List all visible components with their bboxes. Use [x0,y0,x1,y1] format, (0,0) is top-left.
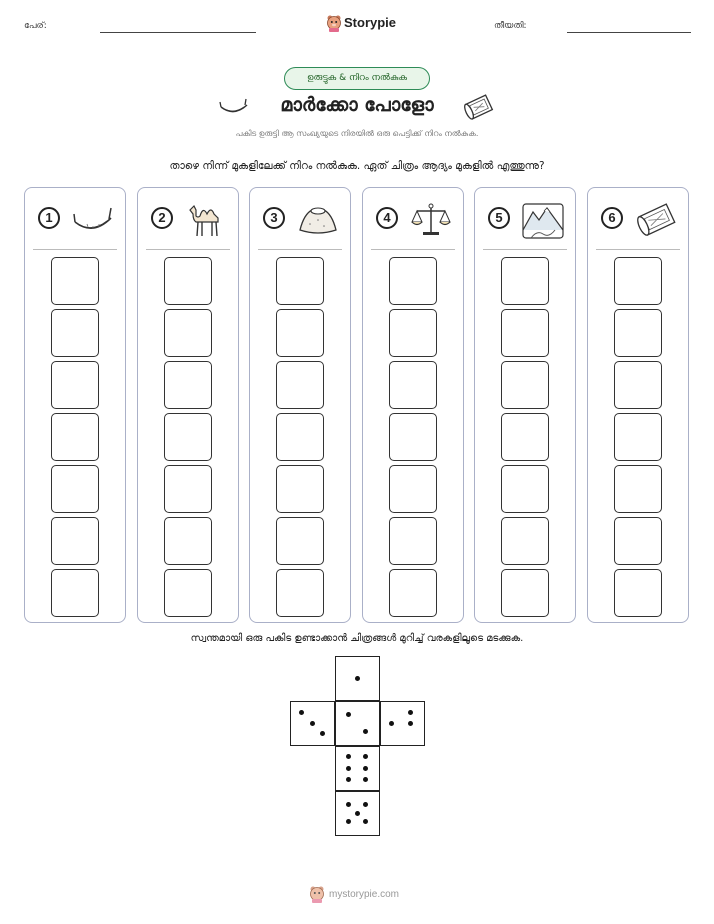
dice-pip [363,729,368,734]
color-box[interactable] [164,465,212,513]
color-box[interactable] [614,361,662,409]
dice-pip [363,754,368,759]
activity-badge: ഉരുട്ടുക & നിറം നൽകുക [284,67,430,90]
column-header [483,188,567,250]
dice-pip [389,721,394,726]
color-box[interactable] [51,257,99,305]
color-box[interactable] [276,361,324,409]
color-box[interactable] [276,465,324,513]
column-header [596,188,680,250]
column-number: 6 [601,207,623,229]
brand-logo [326,13,397,33]
color-box[interactable] [164,517,212,565]
name-line[interactable] [100,32,256,33]
column-header [371,188,455,250]
column-6 [587,187,689,623]
color-box[interactable] [614,517,662,565]
color-box[interactable] [501,361,549,409]
dice-pip [299,710,304,715]
date-label: തീയതി: [494,21,527,31]
column-header [146,188,230,250]
mountains-icon [521,200,565,240]
color-box[interactable] [276,517,324,565]
dice-face-3 [290,701,335,746]
gondola-icon [218,95,250,119]
column-header [33,188,117,250]
color-box[interactable] [51,413,99,461]
dice-pip [320,731,325,736]
color-box[interactable] [389,413,437,461]
color-box[interactable] [614,465,662,513]
dice-pip [408,721,413,726]
camel-icon [184,200,228,240]
name-label: പേര്: [24,21,47,31]
dice-pip [363,766,368,771]
color-box[interactable] [164,569,212,617]
color-box[interactable] [614,569,662,617]
color-box[interactable] [501,465,549,513]
column-number: 3 [263,207,285,229]
color-box[interactable] [389,257,437,305]
volcano-icon [296,200,340,240]
dice-pip [346,802,351,807]
color-box[interactable] [164,413,212,461]
column-2 [137,187,239,623]
color-box[interactable] [389,361,437,409]
color-box[interactable] [501,569,549,617]
color-box[interactable] [164,309,212,357]
column-number: 5 [488,207,510,229]
column-5 [474,187,576,623]
footer-url[interactable]: mystorypie.com [329,889,400,900]
dice-net [290,656,426,836]
color-box[interactable] [276,257,324,305]
color-box[interactable] [501,257,549,305]
carpet-icon [462,93,496,121]
dice-pip [346,712,351,717]
column-4 [362,187,464,623]
color-box[interactable] [614,309,662,357]
dice-face-1 [335,656,380,701]
dice-instruction: സ്വന്തമായി ഒരു പകിട ഉണ്ടാക്കാൻ ചിത്രങ്ങൾ മുറിച്ച് വരകളിലൂടെ മടക്കുക. [190,633,524,644]
dice-pip [363,777,368,782]
dice-pip [310,721,315,726]
dice-pip [355,811,360,816]
color-box[interactable] [164,257,212,305]
column-3 [249,187,351,623]
dice-pip [346,766,351,771]
dice-face-5 [335,791,380,836]
brand-name: Storypie [344,15,397,30]
color-box[interactable] [276,569,324,617]
color-box[interactable] [51,361,99,409]
color-box[interactable] [389,569,437,617]
storypie-mascot-icon [309,885,325,903]
color-box[interactable] [51,309,99,357]
dice-face-3 [380,701,425,746]
color-box[interactable] [51,465,99,513]
color-box[interactable] [389,465,437,513]
color-box[interactable] [276,413,324,461]
color-box[interactable] [389,517,437,565]
storypie-mascot-icon [326,14,342,32]
dice-face-6 [335,746,380,791]
column-1 [24,187,126,623]
color-box[interactable] [51,569,99,617]
dice-face-2 [335,701,380,746]
color-box[interactable] [614,257,662,305]
subtitle: പകിട ഉരുട്ടി ആ സംഖ്യയുടെ നിരയിൽ ഒരു പെട്ടിക്ക് നിറം നൽകുക. [235,129,479,138]
color-box[interactable] [164,361,212,409]
color-box[interactable] [501,309,549,357]
color-box[interactable] [614,413,662,461]
dice-pip [346,754,351,759]
column-header [258,188,342,250]
color-box[interactable] [389,309,437,357]
date-line[interactable] [567,32,691,33]
instruction: താഴെ നിന്ന് മുകളിലേക്ക് നിറം നൽകുക. ഏത് ചിത്രം ആദ്യം മുകളിൽ എത്തുന്നു? [169,160,545,172]
dice-pip [363,819,368,824]
dice-pip [363,802,368,807]
carpet-icon [634,200,678,240]
color-box[interactable] [501,517,549,565]
column-number: 1 [38,207,60,229]
color-box[interactable] [501,413,549,461]
page-title: മാർക്കോ പോളോ [280,94,434,116]
color-box[interactable] [276,309,324,357]
dice-pip [408,710,413,715]
color-box[interactable] [51,517,99,565]
gondola-icon [71,200,115,240]
footer [309,885,409,905]
column-number: 4 [376,207,398,229]
dice-pip [346,819,351,824]
dice-pip [355,676,360,681]
column-number: 2 [151,207,173,229]
dice-pip [346,777,351,782]
scales-icon [409,200,453,240]
